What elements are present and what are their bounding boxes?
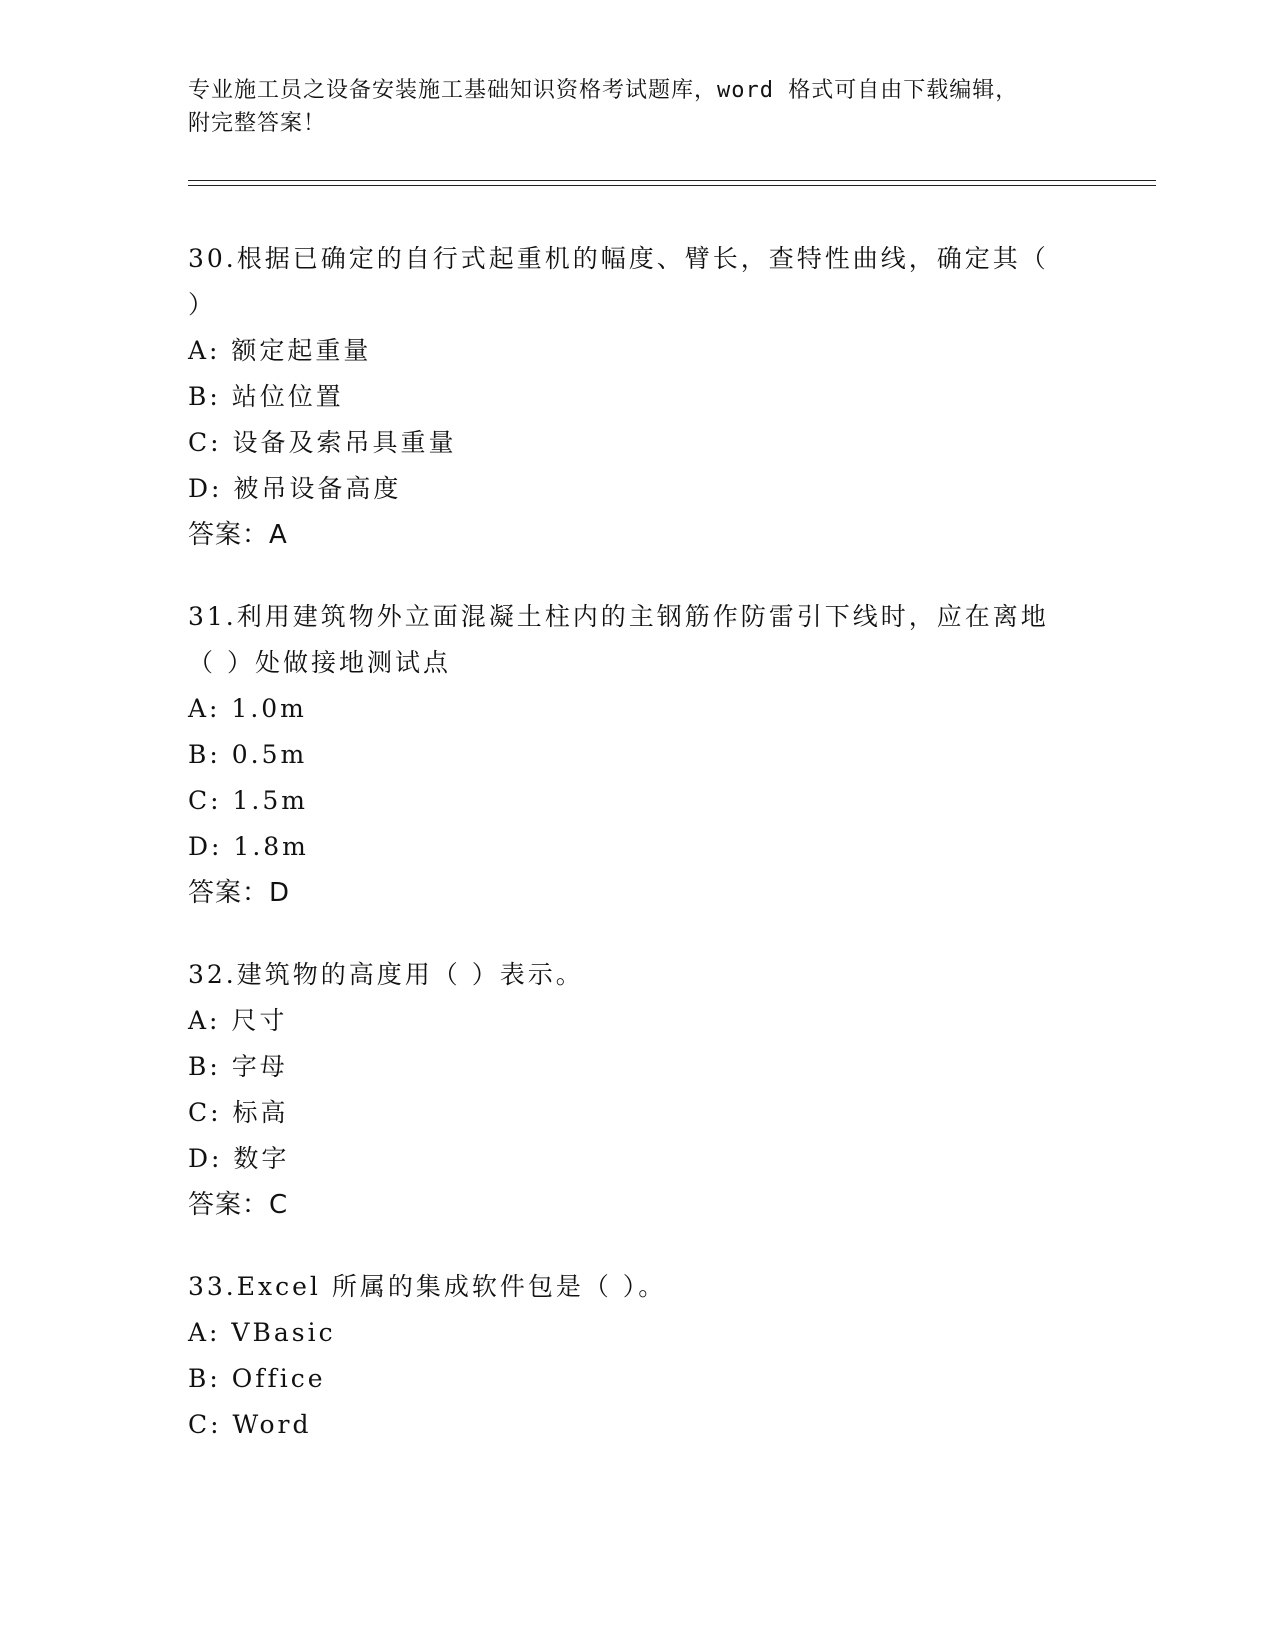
option-c: C: 设备及索吊具重量: [188, 428, 457, 457]
option-d: D: 数字: [188, 1144, 290, 1173]
option-c: C: 标高: [188, 1098, 289, 1127]
document-header: [188, 74, 1068, 140]
answer-line: 答案：C: [188, 1190, 289, 1220]
option-a: A: VBasic: [188, 1318, 336, 1347]
question-stem: 31.利用建筑物外立面混凝土柱内的主钢筋作防雷引下线时，应在离地 （ ）处做接地测试点: [188, 602, 1049, 677]
answer-line: 答案：D: [188, 878, 291, 908]
header-line-1: 专业施工员之设备安装施工基础知识资格考试题库，word 格式可自由下载编辑，: [188, 78, 1019, 103]
header-double-rule: [188, 180, 1156, 186]
header-line-2: 附完整答案！: [188, 111, 327, 136]
option-b: B: 0.5m: [188, 740, 308, 769]
option-b: B: Office: [188, 1364, 326, 1393]
question-33: [188, 1264, 1068, 1448]
option-c: C: Word: [188, 1410, 312, 1439]
option-b: B: 站位位置: [188, 382, 344, 411]
question-30: [188, 236, 1068, 558]
option-a: A: 尺寸: [188, 1006, 288, 1035]
question-stem: 32.建筑物的高度用（ ）表示。: [188, 960, 584, 989]
option-d: D: 1.8m: [188, 832, 309, 861]
option-a: A: 额定起重量: [188, 336, 372, 365]
option-b: B: 字母: [188, 1052, 288, 1081]
question-31: [188, 594, 1068, 916]
option-c: C: 1.5m: [188, 786, 308, 815]
option-d: D: 被吊设备高度: [188, 474, 402, 503]
question-stem: 30.根据已确定的自行式起重机的幅度、臂长，查特性曲线，确定其（ ）: [188, 244, 1049, 319]
question-32: [188, 952, 1068, 1228]
option-a: A: 1.0m: [188, 694, 307, 723]
answer-line: 答案：A: [188, 520, 288, 550]
question-list: [188, 236, 1068, 1484]
question-stem: 33.Excel 所属的集成软件包是（ ）。: [188, 1272, 667, 1301]
